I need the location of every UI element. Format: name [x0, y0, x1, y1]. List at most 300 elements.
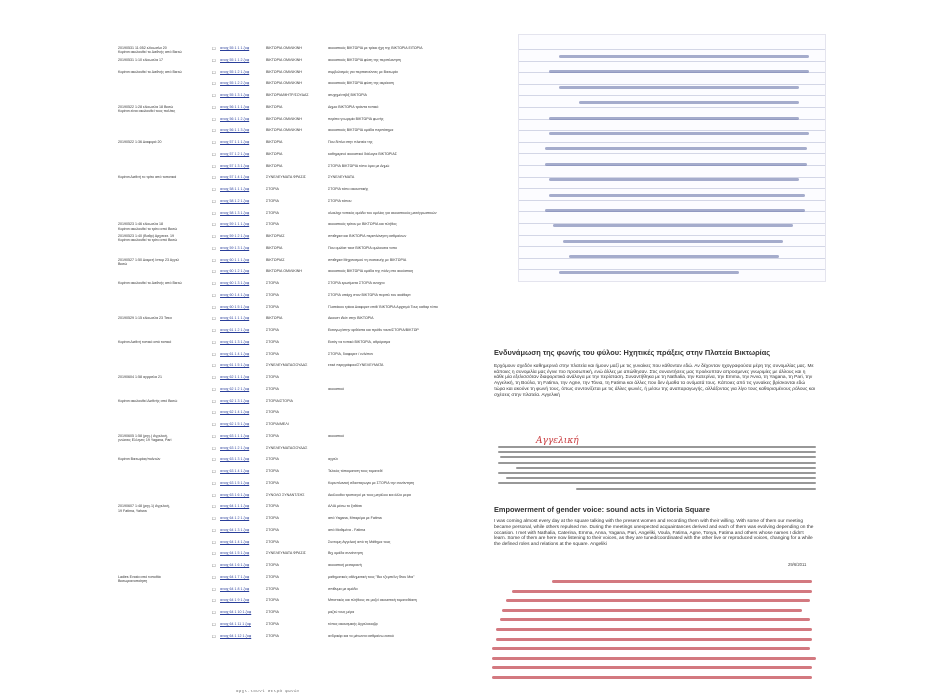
log-row: [108, 399, 488, 409]
log-session: [118, 434, 202, 443]
log-file-link[interactable]: ανοιχ 64 1 6 1 ζοφ: [220, 563, 250, 567]
checkbox-icon[interactable]: ☐: [212, 151, 216, 157]
checkbox-icon[interactable]: ☐: [212, 316, 216, 322]
log-description: Τελικός τόποιματιση τους τομανεθί: [328, 469, 383, 473]
checkbox-icon[interactable]: ☐: [212, 81, 216, 87]
log-file-link[interactable]: ανοιχ 60 1 5 1 ζοφ: [220, 304, 250, 309]
log-location: ΣΤΟΡΙΑ/ΣΤΟΡΙΑ: [266, 398, 293, 403]
log-location: ΣΤΟΡΙΑ: [266, 586, 279, 591]
english-title: Empowerment of gender voice: sound acts in Victoria Square: [494, 505, 710, 514]
log-description: τόπος ακουσμικής Αγγελοκιοβρ: [328, 621, 378, 626]
persian-text-line: [498, 472, 816, 474]
log-session: [118, 399, 202, 403]
log-session-line2: γνώσεις Ελληνες 19 Yagana, Pari: [118, 438, 172, 443]
log-file-link[interactable]: ανοιχ 59 1 2 1 ζοφ: [220, 234, 250, 238]
log-session: [118, 281, 202, 285]
log-location: ΣΤΟΡΙΑ: [266, 210, 279, 215]
checkbox-icon[interactable]: ☐: [212, 586, 216, 592]
log-row: [108, 493, 488, 503]
log-description: από Μαθιμένα - Fatima: [328, 527, 366, 532]
log-row: [108, 504, 488, 514]
handwriting-stroke: [549, 178, 799, 181]
log-session: [118, 140, 202, 144]
log-location: ΣΤΟΡΙΑ: [266, 375, 279, 379]
log-description: ακουστική μεσαριανή: [328, 563, 362, 567]
checkbox-icon[interactable]: ☐: [212, 527, 216, 533]
red-handwriting-stroke: [496, 628, 812, 631]
log-description: περίπα γνωριμία ΒΙΚΤΩΡΙΑ φωνής: [328, 116, 384, 121]
checkbox-icon[interactable]: ☐: [212, 492, 216, 498]
log-file-link[interactable]: ανοιχ 64 1 11 1 ζοφ: [220, 621, 251, 626]
log-location: ΣΤΟΡΙΑ: [266, 386, 279, 391]
notebook-ruled-line: [519, 246, 825, 247]
log-row: [108, 363, 488, 373]
log-row: [108, 575, 488, 585]
log-row: [108, 152, 488, 162]
checkbox-icon[interactable]: ☐: [212, 198, 216, 204]
recording-log-sheet: [108, 40, 488, 670]
log-description: Ακόλουθοι τροποιγοί με τους μεγάλου και άλλο μερα: [328, 492, 411, 497]
log-description: ΣΤΟΡΙΑ ΒΙΚΤΩΡΙΑ τόπο όμιο με Δημώ: [328, 163, 390, 168]
log-location: ΣΤΟΡΙΑ: [266, 610, 279, 614]
log-file-link[interactable]: ανοιχ 56 1 1 3 ζοφ: [220, 128, 250, 133]
log-row: [108, 634, 488, 644]
log-file-link[interactable]: ανοιχ 59 1 3 1 ζοφ: [220, 245, 250, 250]
log-session: [118, 58, 202, 62]
log-file-link[interactable]: ανοιχ 61 1 3 1 ζοφ: [220, 339, 250, 344]
checkbox-icon[interactable]: ☐: [212, 46, 216, 51]
checkbox-icon[interactable]: ☐: [212, 504, 216, 510]
log-session: [118, 70, 202, 74]
log-row: [108, 598, 488, 608]
log-file-link[interactable]: ανοιχ 56 1 1 1 ζοφ: [220, 104, 250, 109]
log-row: [108, 375, 488, 385]
red-handwriting-stroke: [492, 676, 812, 679]
log-description: ανδρικάρ και το μέτωντα ασθμαίνω εκτικό: [328, 633, 394, 638]
log-description: ακουστικός ΒΙΚΤΩΡΙΑ ομάδα περπάτημα: [328, 128, 394, 133]
checkbox-icon[interactable]: ☐: [212, 351, 216, 357]
notebook-ruled-line: [519, 61, 825, 62]
log-row: [108, 164, 488, 174]
log-session: [118, 375, 202, 379]
log-file-link[interactable]: ανοιχ 62 1 4 1 ζοφ: [220, 410, 250, 415]
checkbox-icon[interactable]: ☐: [212, 269, 216, 275]
log-location: ΣΤΟΡΙΑ: [266, 281, 279, 285]
log-row: [108, 187, 488, 197]
checkbox-icon[interactable]: ☐: [212, 304, 216, 310]
log-file-link[interactable]: ανοιχ 62 1 1 1 ζοφ: [220, 375, 250, 379]
log-row: [108, 481, 488, 491]
log-row: [108, 422, 488, 432]
log-location: ΣΤΟΡΙΑ: [266, 633, 279, 638]
log-file-link[interactable]: ανοιχ 55 1 3 1 ζοφ: [220, 93, 250, 97]
checkbox-icon[interactable]: ☐: [212, 433, 216, 439]
log-session-line2: Κορίτσι ακολουθεί το τρίτο από Βικτώ: [118, 226, 178, 231]
log-description: ακουστικός ΒΙΚΤΩΡΙΑ με τρίκικ ήχη της ΒΙΚΤΩΡΙΑ ΕΙΤΩΡΙΑ: [328, 46, 423, 50]
handwritten-notebook-page: [518, 34, 826, 282]
log-session-line: 20190522 1:28 ελίοωσλα 18 Βικτώ: [118, 104, 174, 109]
log-description: Μπιστικός και πλήθους σε μαζεί ακουστική τομανεθίαση: [328, 598, 417, 603]
log-description: μαζεύ τους μέρα: [328, 610, 355, 614]
log-file-link[interactable]: ανοιχ 63 1 3 1 ζοφ: [220, 457, 250, 462]
log-file-link[interactable]: ανοιχ 58 1 1 1 ζοφ: [220, 187, 250, 191]
log-location: ΣΥΝΟΛΟ ΣΥΝΑΝΤ/ΣΗΣ: [266, 492, 305, 497]
log-location: ΣΤΟΡΙΑ: [266, 410, 279, 415]
checkbox-icon[interactable]: ☐: [212, 422, 216, 427]
handwriting-stroke: [579, 101, 799, 104]
log-row: [108, 293, 488, 303]
log-location: ΣΤΟΡΙΑ: [266, 187, 279, 191]
log-location: ΒΙΚΤΩΡΙΑ ΟΜΙΛΙΚΙΝΗ: [266, 128, 302, 133]
checkbox-icon[interactable]: ☐: [212, 57, 216, 63]
log-location: ΣΤΟΡΙΑ: [266, 292, 279, 297]
log-file-link[interactable]: ανοιχ 61 1 1 1 ζοφ: [220, 316, 250, 321]
log-description: ΑΛΙΑ μέσω το ξαθίσει: [328, 504, 363, 509]
log-location: ΒΙΚΤΩΡΙΑ: [266, 163, 283, 168]
log-row: [108, 540, 488, 550]
log-file-link[interactable]: ανοιχ 63 1 2 1 ζοφ: [220, 445, 250, 450]
greek-title: Ενδυνάμωση της φωνής του φύλου: Ηχητικές πράξεις στην Πλατεία Βικτωρίας: [494, 348, 771, 357]
checkbox-icon[interactable]: ☐: [212, 339, 216, 345]
log-row: [108, 446, 488, 456]
checkbox-icon[interactable]: ☐: [212, 398, 216, 404]
log-description: Δημιο ΒΙΚΤΩΡΙΑ τριάντα τοπικό: [328, 104, 379, 109]
red-handwriting-stroke: [492, 647, 810, 650]
log-location: ΒΙΚΤΩΡΙΑ ΟΜΙΛΙΚΙΝΗ: [266, 116, 302, 121]
checkbox-icon[interactable]: ☐: [212, 386, 216, 392]
checkbox-icon[interactable]: ☐: [212, 234, 216, 239]
log-description: ακουστικός ΒΙΚΤΩΡΙΑ ομάδα της πόλη στο ακούστικη: [328, 269, 414, 274]
log-session: [118, 340, 202, 344]
log-description: ετικέ περιγράφοιο/ΣΥΝΕΛΕΥΜΑΤΑ: [328, 363, 384, 368]
log-file-link[interactable]: ανοιχ 55 1 2 1 ζοφ: [220, 69, 250, 74]
log-description: μαθηματικές αθληματική τους "Βιο τζεμπέλη Φιου Μια": [328, 574, 415, 579]
log-session: [118, 575, 202, 584]
log-row: [108, 58, 488, 68]
log-location: ΣΤΟΡΙΑ: [266, 621, 279, 626]
log-file-link[interactable]: ανοιχ 63 1 6 1 ζοφ: [220, 492, 250, 497]
log-row: [108, 610, 488, 620]
log-session: [118, 504, 202, 513]
english-date: 29/6/2011: [788, 562, 807, 567]
log-description: σπίθυμα με αμάδα: [328, 586, 358, 591]
checkbox-icon[interactable]: ☐: [212, 633, 216, 639]
log-row: [108, 199, 488, 209]
log-file-link[interactable]: ανοιχ 60 1 3 1 ζοφ: [220, 281, 250, 285]
log-description: ΣΤΟΡΙΑ, διαφορετ / ενλέπον: [328, 351, 374, 356]
handwriting-stroke: [549, 70, 809, 73]
log-file-link[interactable]: ανοιχ 56 1 1 2 ζοφ: [220, 116, 250, 121]
red-handwriting-stroke: [552, 580, 812, 583]
log-file-link[interactable]: ανοιχ 55 1 1 1 ζοφ: [220, 46, 250, 50]
log-session-line: Κορίτσι ακολουθεί Διεθνής από Βικτώ: [118, 398, 178, 403]
handwriting-stroke: [549, 117, 799, 120]
log-file-link[interactable]: ανοιχ 63 1 1 1 ζοφ: [220, 433, 250, 438]
log-session-line: 20190522 1:36 Διαφορά 20: [118, 140, 162, 144]
log-row: [108, 281, 488, 291]
log-row: [108, 46, 488, 56]
handwriting-stroke: [563, 240, 783, 243]
handwriting-stroke: [559, 55, 809, 58]
log-row: [108, 587, 488, 597]
log-description: Εισαγωγ/στην αρθόστα και πρόθυ ταυτι/ΣΤΟΡΙΑ/ΒΙΚΤΩΡ: [328, 328, 419, 332]
log-description: ΣΤΟΡΙΑ τόπου: [328, 198, 352, 203]
log-description: ακουστικός ΒΙΚΤΩΡΙΑ φύση της περιπλανηση: [328, 57, 401, 62]
log-row: [108, 105, 488, 115]
red-handwriting-stroke: [492, 657, 816, 660]
log-description: Που δίπλα στην πλατεία της: [328, 140, 373, 144]
log-location: ΣΤΟΡΙΑ: [266, 504, 279, 509]
log-location: ΣΤΟΡΙΑ: [266, 527, 279, 532]
red-handwriting-stroke: [506, 599, 810, 602]
log-location: ΒΙΚΤΩΡΙΑ ΟΜΙΛΙΚΙΝΗ: [266, 81, 302, 86]
checkbox-icon[interactable]: ☐: [212, 574, 216, 580]
log-file-link[interactable]: ανοιχ 64 1 1 1 ζοφ: [220, 504, 250, 509]
notebook-ruled-line: [519, 49, 825, 50]
log-row: [108, 457, 488, 467]
log-file-link[interactable]: ανοιχ 64 1 12 1 ζοφ: [220, 633, 252, 638]
log-file-link[interactable]: ανοιχ 64 1 4 1 ζοφ: [220, 539, 250, 544]
log-file-link[interactable]: ανοιχ 62 1 5 1 ζοφ: [220, 422, 250, 426]
handwriting-stroke: [545, 147, 807, 150]
log-location: ΒΙΚΤΩΡΙΑ ΟΜΙΛΙΚΙΝΗ: [266, 46, 302, 50]
log-file-link[interactable]: ανοιχ 64 1 3 1 ζοφ: [220, 527, 250, 532]
log-file-link[interactable]: ανοιχ 60 1 4 1 ζοφ: [220, 292, 250, 297]
log-description: ΣΤΟΡΙΑ τόπο ακουστικής: [328, 187, 369, 191]
notebook-ruled-line: [519, 235, 825, 236]
log-location: ΣΤΟΡΙΑ: [266, 339, 279, 344]
handwriting-stroke: [545, 209, 805, 212]
log-row: [108, 352, 488, 362]
checkbox-icon[interactable]: ☐: [212, 539, 216, 545]
greek-handwritten-mark: Αγγελική: [536, 436, 579, 446]
log-file-link[interactable]: ανοιχ 64 1 2 1 ζοφ: [220, 516, 250, 520]
log-row: [108, 316, 488, 326]
checkbox-icon[interactable]: ☐: [212, 375, 216, 380]
checkbox-icon[interactable]: ☐: [212, 328, 216, 333]
log-file-link[interactable]: ανοιχ 64 1 8 1 ζοφ: [220, 586, 250, 591]
checkbox-icon[interactable]: ☐: [212, 445, 216, 451]
checkbox-icon[interactable]: ☐: [212, 257, 216, 263]
log-row: [108, 211, 488, 221]
log-row: [108, 516, 488, 526]
log-row: [108, 528, 488, 538]
log-row: [108, 81, 488, 91]
checkbox-icon[interactable]: ☐: [212, 140, 216, 145]
log-file-link[interactable]: ανοιχ 57 1 2 1 ζοφ: [220, 151, 250, 156]
log-footer: αρχι.ιουνί σειρά φωνών: [236, 690, 300, 694]
checkbox-icon[interactable]: ☐: [212, 621, 216, 627]
checkbox-icon[interactable]: ☐: [212, 410, 216, 416]
log-session-line: 20190607 1:48 (ρηγ.1) Αγγελική,: [118, 504, 170, 509]
log-description: από Yagana, Μπαρέμα με Fatima: [328, 516, 382, 520]
log-description: σπιθηρισ Μηχανισμού τη συσκευής με ΒΙΚΤΩΡΙΑ: [328, 257, 407, 262]
log-description: ΣΤΟΡΙΑ ερωτίματα ΣΤΟΡΙΑ ανοιχτο: [328, 281, 385, 285]
log-row: [108, 469, 488, 479]
log-row: [108, 622, 488, 632]
log-session-line: Κορίτσι ακολουθεί το Διεθνής από Βικτώ: [118, 281, 182, 285]
log-session-line2: Κορίτσι ακολουθεί το τρίτο από Βικτώ: [118, 238, 178, 243]
log-session-line2: 19 Fatima, Yahwa: [118, 508, 147, 513]
log-location: ΒΙΚΤΩΡΙΑ: [266, 316, 283, 321]
log-row: [108, 269, 488, 279]
checkbox-icon[interactable]: ☐: [212, 610, 216, 615]
log-description: αγγελι: [328, 457, 338, 462]
log-location: ΣΤΟΡΙΑ: [266, 304, 279, 309]
log-session-line: 20190529 1:15 ελίοωσλα 23 Τσεα: [118, 316, 172, 321]
log-location: ΣΥΝΕΛΕΥΜΑΤΑ/ΣΟΥΔΑΣ: [266, 445, 308, 450]
log-file-link[interactable]: ανοιχ 61 1 5 1 ζοφ: [220, 363, 250, 368]
log-row: [108, 234, 488, 244]
log-description: Γλαπάκου τρίκια Διαφορετ επιθ/ ΒΙΚΤΩΡΙΑ Αρχισμό Τους καθαρ τόπο: [328, 304, 438, 309]
checkbox-icon[interactable]: ☐: [212, 210, 216, 216]
log-row: [108, 140, 488, 150]
log-location: ΣΤΟΡΙΑ: [266, 198, 279, 203]
log-row: [108, 258, 488, 268]
checkbox-icon[interactable]: ☐: [212, 69, 216, 75]
log-row: [108, 340, 488, 350]
log-description: ακουστικό: [328, 433, 344, 438]
log-session-line: 20190527 1:50 Διαμετ) Ιστορ 23 Αγγελ: [118, 257, 180, 262]
log-file-link[interactable]: ανοιχ 64 1 9 1 ζοφ: [220, 598, 250, 603]
checkbox-icon[interactable]: ☐: [212, 128, 216, 134]
checkbox-icon[interactable]: ☐: [212, 163, 216, 169]
handwriting-stroke: [553, 224, 793, 227]
log-file-link[interactable]: ανοιχ 64 1 10 1 ζοφ: [220, 610, 252, 614]
checkbox-icon[interactable]: ☐: [212, 281, 216, 286]
log-file-link[interactable]: ανοιχ 55 1 1 2 ζοφ: [220, 57, 250, 62]
persian-text-line: [498, 462, 816, 464]
checkbox-icon[interactable]: ☐: [212, 187, 216, 192]
log-location: ΣΤΟΡΙΑ: [266, 457, 279, 462]
checkbox-icon[interactable]: ☐: [212, 292, 216, 298]
log-description: ακουστικός ΒΙΚΤΩΡΙΑ φύση της ακρόαση: [328, 81, 394, 86]
log-session: [118, 258, 202, 267]
log-file-link[interactable]: ανοιχ 61 1 4 1 ζοφ: [220, 351, 250, 356]
log-session-line: 20190523 1:46 ελίοωσλα 18: [118, 222, 164, 227]
log-file-link[interactable]: ανοιχ 57 1 1 1 ζοφ: [220, 140, 250, 144]
log-description: Συντομη Αγγελική από τη Μάθημα τους: [328, 539, 391, 544]
log-session-line: Κορίτσι Βικτωρίας/πολιτών: [118, 457, 161, 462]
log-location: ΒΙΚΤΩΡΙΑ/ΜΗΤΡ/ΣΟΥΔΑΣ: [266, 93, 309, 97]
log-location: ΣΤΟΡΙΑ: [266, 516, 279, 520]
handwriting-stroke: [545, 163, 807, 166]
red-handwriting-stroke: [502, 609, 802, 612]
notebook-ruled-line: [519, 188, 825, 189]
log-row: [108, 551, 488, 561]
log-location: ΣΤΟΡΙΑ: [266, 351, 279, 356]
log-description: ακουστικός τρίτου με ΒΙΚΤΩΡΙΑ και πλήθος: [328, 222, 397, 227]
checkbox-icon[interactable]: ☐: [212, 245, 216, 251]
log-session: [118, 457, 202, 461]
log-row: [108, 328, 488, 338]
log-row: [108, 117, 488, 127]
checkbox-icon[interactable]: ☐: [212, 175, 216, 181]
log-file-link[interactable]: ανοιχ 57 1 3 1 ζοφ: [220, 163, 250, 168]
log-location: ΒΙΚΤΩΡΙΑΣ: [266, 257, 285, 262]
checkbox-icon[interactable]: ☐: [212, 363, 216, 369]
log-description: Βιχ ομάδα συνάντηση: [328, 551, 363, 556]
log-location: ΣΥΝΕΛΕΥΜΑΤΑ ΦΡΑΣΙΣ: [266, 551, 306, 556]
log-row: [108, 222, 488, 232]
checkbox-icon[interactable]: ☐: [212, 93, 216, 98]
checkbox-icon[interactable]: ☐: [212, 551, 216, 557]
notebook-ruled-line: [519, 84, 825, 85]
checkbox-icon[interactable]: ☐: [212, 598, 216, 604]
log-row: [108, 175, 488, 185]
log-file-link[interactable]: ανοιχ 57 1 4 1 ζοφ: [220, 175, 250, 180]
persian-text-line: [500, 456, 816, 458]
log-location: ΣΤΟΡΙΑ: [266, 328, 279, 332]
checkbox-icon[interactable]: ☐: [212, 563, 216, 568]
log-session-line: Κορίτσι Διεθνή τοπικό από τοπικό: [118, 339, 172, 344]
checkbox-icon[interactable]: ☐: [212, 457, 216, 463]
log-description: συμβολισμός για περπατούντες με Βικτωρία: [328, 69, 398, 74]
log-session-line: 20190523 1:40 (Βαθρ) Αρχιτεκτ. 19: [118, 234, 175, 238]
log-file-link[interactable]: ανοιχ 63 1 5 1 ζοφ: [220, 480, 250, 485]
notebook-ruled-line: [519, 200, 825, 201]
persian-text-line: [498, 451, 816, 453]
handwriting-stroke: [559, 86, 799, 89]
log-session-line: 20190531 1:10 ελίοωσλα 17: [118, 57, 164, 62]
red-handwriting-stroke: [500, 618, 810, 621]
log-file-link[interactable]: ανοιχ 58 1 3 1 ζοφ: [220, 210, 250, 215]
log-file-link[interactable]: ανοιχ 64 1 5 1 ζοφ: [220, 551, 250, 556]
log-row: [108, 387, 488, 397]
notebook-ruled-line: [519, 142, 825, 143]
log-session-line: 20190605 1:58 (ρηγ.) Αγγελική,: [118, 433, 168, 438]
log-file-link[interactable]: ανοιχ 62 1 2 1 ζοφ: [220, 386, 250, 391]
log-location: ΣΤΟΡΙΑ: [266, 469, 279, 473]
log-file-link[interactable]: ανοιχ 60 1 2 1 ζοφ: [220, 269, 250, 274]
log-row: [108, 246, 488, 256]
log-location: ΣΤΟΡΙΑ: [266, 433, 279, 438]
log-description: ΣΥΝΕΛΕΥΜΑΤΑ: [328, 175, 355, 180]
english-body: I was coming almost every day at the square talking with the present women and recording them with their willing. With some of them our meeting became personal, while others repulsed me. During the meetings unexpected acquaintances derived and each of them was evolving depending on the occasion. I met with Nathalia, Caterina, Emma, Anna, Yagana, Pari, Angeliki, Voula, Fatima, Agne, Tonya, Fatima and others whose names I didn't learn. Some of them are here now listening to their voices, as they are tuned/coordinated with the other live or reproduced voices, changing for a while the defined roles and relations at the square. Angeliki: [494, 519, 814, 548]
log-session: [118, 175, 202, 179]
checkbox-icon[interactable]: ☐: [212, 516, 216, 521]
log-location: ΣΤΟΡΙΑ: [266, 563, 279, 567]
log-row: [108, 410, 488, 420]
checkbox-icon[interactable]: ☐: [212, 222, 216, 228]
greek-body: Ερχόμουν σχεδόν καθημερινά στην πλατεία και ήμουν μαζί με τις γυναίκες που κάθονταν εδώ. Αν δέχονταν ηχογραφούσα μέρη της συνομιλίας μας. Με κάποιες η συνομιλία μας έγινε πιο προσωπική, ενώ άλλες με απώθησαν. Στις συναντήσεις μας προέκυπταν απροσμενες γνωριμίες με άλλους και η κάθε μία εξελισσόταν διαφορετικά ανάλογα με την περίσταση. Συναντήθηκα με τη Nathalia, την Κατερίνα, την Emma, την Άννα, τη Yagana, τη Pari, την Αγγελική, τη Βούλα, τη Fatima, την Agne, την Τόνια, τη Fatima και άλλες που δεν έμαθα τα ονόματά τους. Κάποιες από τις γυναίκες βρίσκονται εδώ τώρα και ακούνε τη φωνή τους, όπως συντονίζεται με τις άλλες φωνές, ή μέσω της αναπαραγωγής, αλλάζοντας για λίγο τους καθορισμένους ρόλους και σχέσεις στην πλατεία. Αγγελική: [494, 364, 815, 398]
checkbox-icon[interactable]: ☐: [212, 480, 216, 486]
checkbox-icon[interactable]: ☐: [212, 104, 216, 110]
checkbox-icon[interactable]: ☐: [212, 116, 216, 122]
log-row: [108, 305, 488, 315]
log-row: [108, 93, 488, 103]
log-location: ΣΤΟΡΙΑ/ΜΕΛΙ: [266, 422, 289, 426]
log-file-link[interactable]: ανοιχ 64 1 7 1 ζοφ: [220, 574, 250, 579]
log-file-link[interactable]: ανοιχ 63 1 4 1 ζοφ: [220, 469, 250, 473]
log-session: [118, 46, 202, 55]
log-description: ατυχημένιτβιξ ΒΙΚΤΩΡΙΑ: [328, 93, 367, 97]
log-location: ΣΤΟΡΙΑ: [266, 539, 279, 544]
log-file-link[interactable]: ανοιχ 61 1 2 1 ζοφ: [220, 328, 250, 332]
log-file-link[interactable]: ανοιχ 58 1 2 1 ζοφ: [220, 198, 250, 203]
log-session-line: Κορίτσι ακολουθεί το Διεθνής από Βικτώ: [118, 69, 182, 74]
log-description: Ακουστ ιδιότ στην ΒΙΚΤΩΡΙΑ: [328, 316, 374, 321]
log-file-link[interactable]: ανοιχ 60 1 1 1 ζοφ: [220, 257, 250, 262]
notebook-ruled-line: [519, 95, 825, 96]
log-location: ΒΙΚΤΩΡΙΑΣ: [266, 234, 285, 238]
handwriting-stroke: [549, 132, 809, 135]
log-file-link[interactable]: ανοιχ 59 1 1 1 ζοφ: [220, 222, 250, 227]
log-file-link[interactable]: ανοιχ 55 1 2 2 ζοφ: [220, 81, 250, 86]
log-file-link[interactable]: ανοιχ 62 1 3 1 ζοφ: [220, 398, 250, 403]
persian-text-line: [506, 477, 816, 479]
checkbox-icon[interactable]: ☐: [212, 469, 216, 474]
